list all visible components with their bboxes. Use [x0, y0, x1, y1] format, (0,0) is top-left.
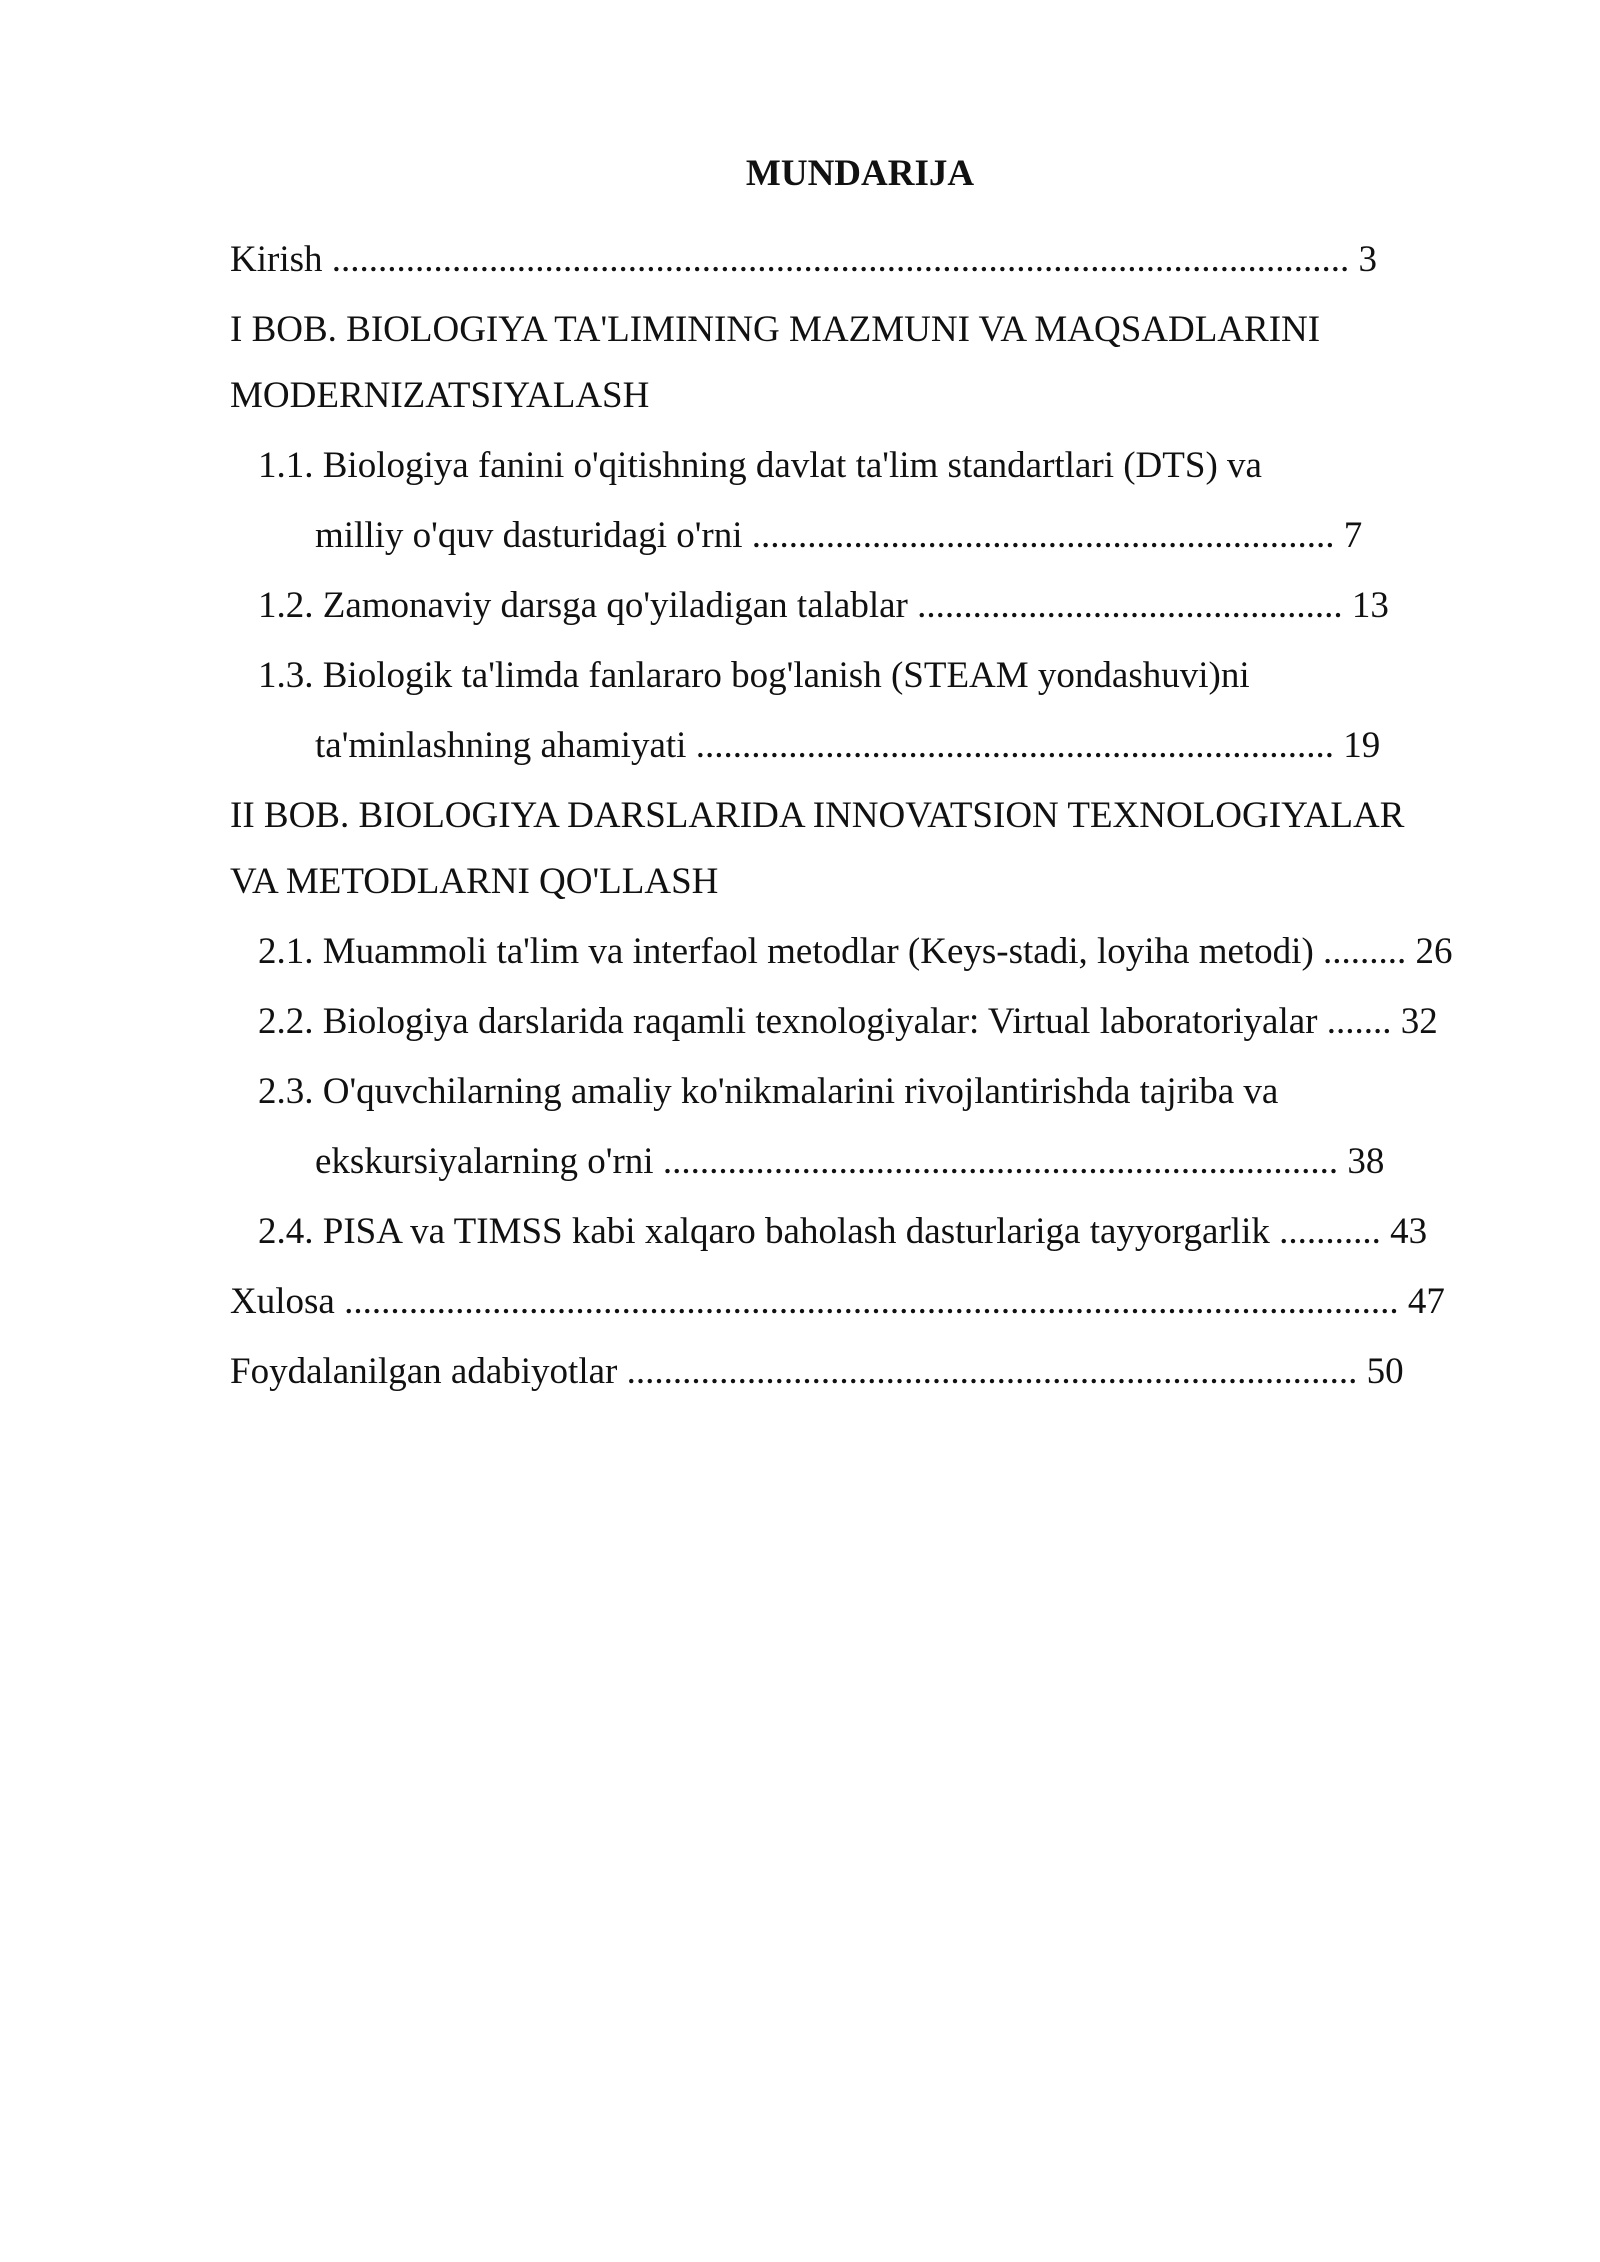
toc-section-1-1-line-1: 1.1. Biologiya fanini o'qitishning davlat ta'lim standartlari (DTS) va: [258, 445, 1262, 486]
toc-chapter-1-line-1: I BOB. BIOLOGIYA TA'LIMINING MAZMUNI VA MAQSADLARINI: [230, 309, 1321, 350]
toc-section-2-3-line-1: 2.3. O'quvchilarning amaliy ko'nikmalarini rivojlantirishda tajriba va: [258, 1071, 1279, 1112]
toc-section-1-3-line-2: ta'minlashning ahamiyati ..................................................................... 19: [315, 725, 1381, 766]
toc-section-2-4: 2.4. PISA va TIMSS kabi xalqaro baholash dasturlariga tayyorgarlik ........... 43: [258, 1211, 1428, 1252]
toc-chapter-2-line-2: VA METODLARNI QO'LLASH: [230, 861, 719, 902]
toc-chapter-1-line-2: MODERNIZATSIYALASH: [230, 375, 650, 416]
toc-section-1-1-line-2: milliy o'quv dasturidagi o'rni ............................................................... 7: [315, 515, 1363, 556]
toc-entry-kirish: Kirish .............................................................................................................. 3: [230, 239, 1377, 280]
toc-section-2-3-line-2: ekskursiyalarning o'rni ......................................................................... 38: [315, 1141, 1385, 1182]
toc-section-2-2: 2.2. Biologiya darslarida raqamli texnologiyalar: Virtual laboratoriyalar ....... 32: [258, 1001, 1438, 1042]
toc-chapter-2-line-1: II BOB. BIOLOGIYA DARSLARIDA INNOVATSION TEXNOLOGIYALAR: [230, 795, 1405, 836]
toc-entry-adabiyotlar: Foydalanilgan adabiyotlar ............................................................................... 50: [230, 1351, 1404, 1392]
page-title: MUNDARIJA: [745, 153, 975, 194]
toc-section-1-3-line-1: 1.3. Biologik ta'limda fanlararo bog'lanish (STEAM yondashuvi)ni: [258, 655, 1250, 696]
toc-section-2-1: 2.1. Muammoli ta'lim va interfaol metodlar (Keys-stadi, loyiha metodi) ......... 26: [258, 931, 1453, 972]
toc-section-1-2: 1.2. Zamonaviy darsga qo'yiladigan talablar .............................................. 13: [258, 585, 1389, 626]
toc-entry-xulosa: Xulosa .................................................................................................................. 47: [230, 1281, 1445, 1322]
